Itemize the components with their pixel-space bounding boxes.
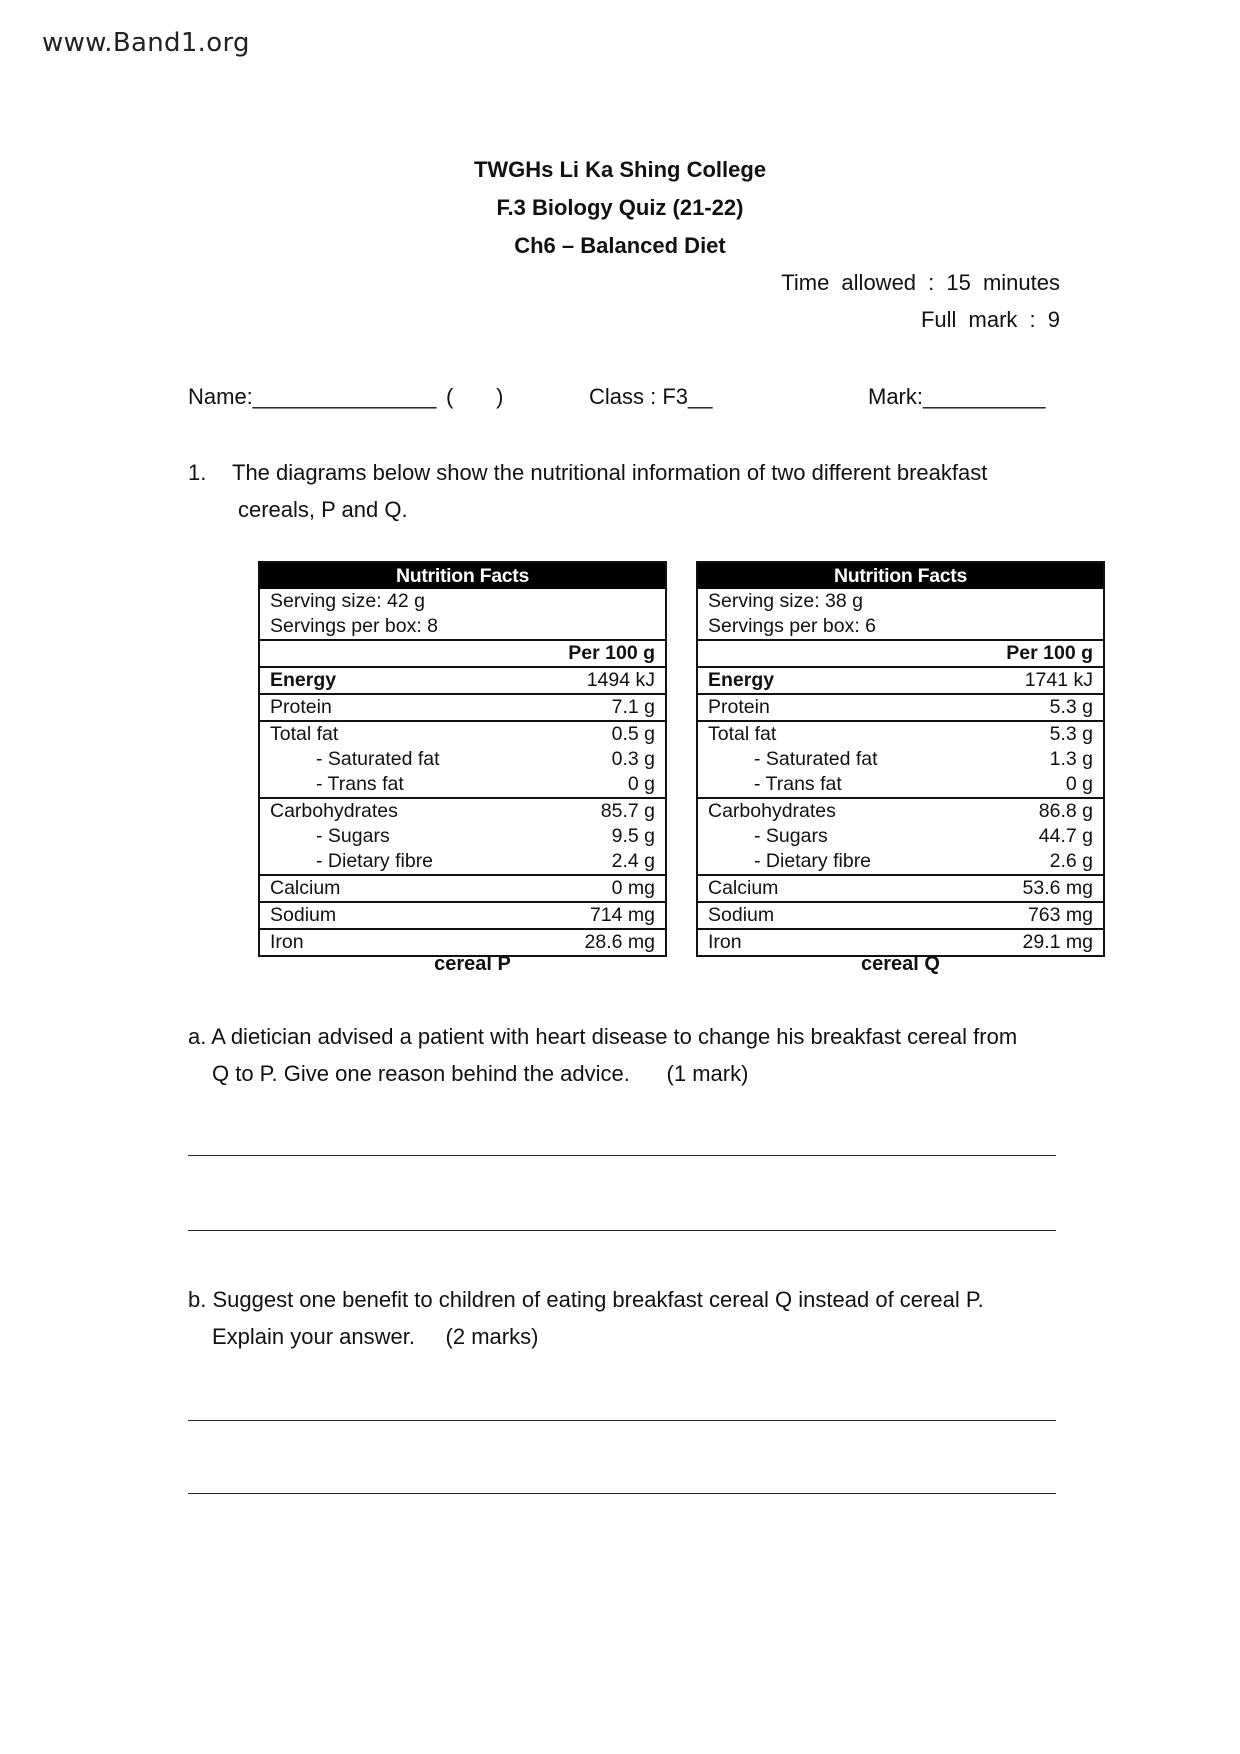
per-100g-header: Per 100 g [568, 642, 655, 664]
question-text-line2: cereals, P and Q. [238, 497, 408, 522]
row-label: Sodium [270, 904, 337, 926]
table-row [698, 747, 1103, 772]
row-label: Energy [708, 669, 775, 691]
row-label: - Saturated fat [754, 748, 878, 770]
serving-size: Serving size: 38 g [708, 590, 864, 612]
row-value: 1494 kJ [586, 669, 655, 691]
table-row [698, 666, 1103, 693]
nutrition-table-p [258, 561, 667, 957]
serving-info [698, 589, 1103, 641]
table-row [698, 720, 1103, 747]
question-number: 1. [188, 460, 207, 485]
row-value: 763 mg [1027, 904, 1093, 926]
row-label: Iron [708, 931, 742, 953]
part-a-line1: a. A dietician advised a patient with heart disease to change his breakfast cereal from [188, 1024, 1018, 1049]
table-row [260, 666, 665, 693]
row-label: - Dietary fibre [316, 850, 434, 872]
mark-field[interactable]: Mark:__________ [868, 384, 1046, 409]
serving-size: Serving size: 42 g [270, 590, 426, 612]
row-label: - Trans fat [754, 773, 842, 795]
row-value: 44.7 g [1038, 825, 1093, 847]
table-row [260, 849, 665, 874]
row-label: Carbohydrates [270, 800, 398, 822]
part-b-line1: b. Suggest one benefit to children of eating breakfast cereal Q instead of cereal P. [188, 1287, 984, 1312]
row-value: 1.3 g [1049, 748, 1093, 770]
class-number-field[interactable]: ( ) [446, 384, 504, 409]
row-label: - Dietary fibre [754, 850, 872, 872]
row-value: 86.8 g [1038, 800, 1093, 822]
row-value: 5.3 g [1049, 723, 1093, 745]
row-value: 0 g [627, 773, 655, 795]
quiz-title: F.3 Biology Quiz (21-22) [496, 195, 744, 220]
row-value: 1741 kJ [1024, 669, 1093, 691]
row-label: Energy [270, 669, 337, 691]
row-value: 0.3 g [611, 748, 655, 770]
table-row [260, 928, 665, 955]
full-mark: Full mark : 9 [920, 307, 1060, 332]
time-allowed: Time allowed : 15 minutes [781, 270, 1060, 295]
row-label: Protein [270, 696, 332, 718]
answer-line-a2[interactable] [188, 1230, 1056, 1231]
answer-line-a1[interactable] [188, 1155, 1056, 1156]
row-label: Total fat [270, 723, 339, 745]
table-row [260, 874, 665, 901]
question-text-line1: The diagrams below show the nutritional information of two different breakfast [232, 460, 988, 485]
table-row [260, 901, 665, 928]
caption-cereal-q: cereal Q [861, 953, 940, 975]
row-label: Iron [270, 931, 304, 953]
site-watermark: www.Band1.org [42, 28, 250, 58]
table-row [260, 747, 665, 772]
per-header-row [698, 641, 1103, 666]
table-row [260, 824, 665, 849]
row-value: 0.5 g [611, 723, 655, 745]
per-100g-header: Per 100 g [1006, 642, 1093, 664]
caption-cereal-p: cereal P [434, 953, 511, 975]
row-value: 53.6 mg [1022, 877, 1093, 899]
row-value: 2.4 g [611, 850, 655, 872]
table-row [260, 772, 665, 797]
nutrition-table-q [696, 561, 1105, 957]
table-row [260, 693, 665, 720]
table-row [698, 874, 1103, 901]
row-label: Carbohydrates [708, 800, 836, 822]
nutrition-facts-title: Nutrition Facts [260, 563, 665, 589]
row-label: - Sugars [316, 825, 390, 847]
row-value: 28.6 mg [584, 931, 655, 953]
row-value: 5.3 g [1049, 696, 1093, 718]
answer-line-b2[interactable] [188, 1493, 1056, 1494]
chapter-title: Ch6 – Balanced Diet [514, 233, 726, 258]
part-b-line2: Explain your answer. (2 marks) [212, 1324, 539, 1349]
row-value: 85.7 g [600, 800, 655, 822]
row-value: 7.1 g [611, 696, 655, 718]
servings-per-box: Servings per box: 8 [270, 615, 439, 637]
row-label: Total fat [708, 723, 777, 745]
nutrition-facts-title: Nutrition Facts [698, 563, 1103, 589]
table-row [260, 797, 665, 824]
row-value: 9.5 g [611, 825, 655, 847]
row-value: 0 mg [611, 877, 655, 899]
table-row [698, 849, 1103, 874]
class-field[interactable]: Class : F3__ [589, 384, 713, 409]
table-row [260, 720, 665, 747]
table-row [698, 824, 1103, 849]
table-row [698, 901, 1103, 928]
table-row [698, 772, 1103, 797]
row-label: Calcium [708, 877, 779, 899]
table-row [698, 693, 1103, 720]
row-label: Calcium [270, 877, 341, 899]
row-value: 2.6 g [1049, 850, 1093, 872]
servings-per-box: Servings per box: 6 [708, 615, 877, 637]
per-header-row [260, 641, 665, 666]
row-label: Protein [708, 696, 770, 718]
part-a-line2: Q to P. Give one reason behind the advice. (1 mark) [212, 1061, 749, 1086]
row-value: 29.1 mg [1022, 931, 1093, 953]
row-label: - Trans fat [316, 773, 404, 795]
row-label: - Saturated fat [316, 748, 440, 770]
table-row [698, 928, 1103, 955]
name-field[interactable]: Name:_______________ [188, 384, 437, 409]
answer-line-b1[interactable] [188, 1420, 1056, 1421]
school-name: TWGHs Li Ka Shing College [473, 157, 767, 182]
row-value: 0 g [1065, 773, 1093, 795]
serving-info [260, 589, 665, 641]
row-label: - Sugars [754, 825, 828, 847]
row-value: 714 mg [589, 904, 655, 926]
table-row [698, 797, 1103, 824]
row-label: Sodium [708, 904, 775, 926]
